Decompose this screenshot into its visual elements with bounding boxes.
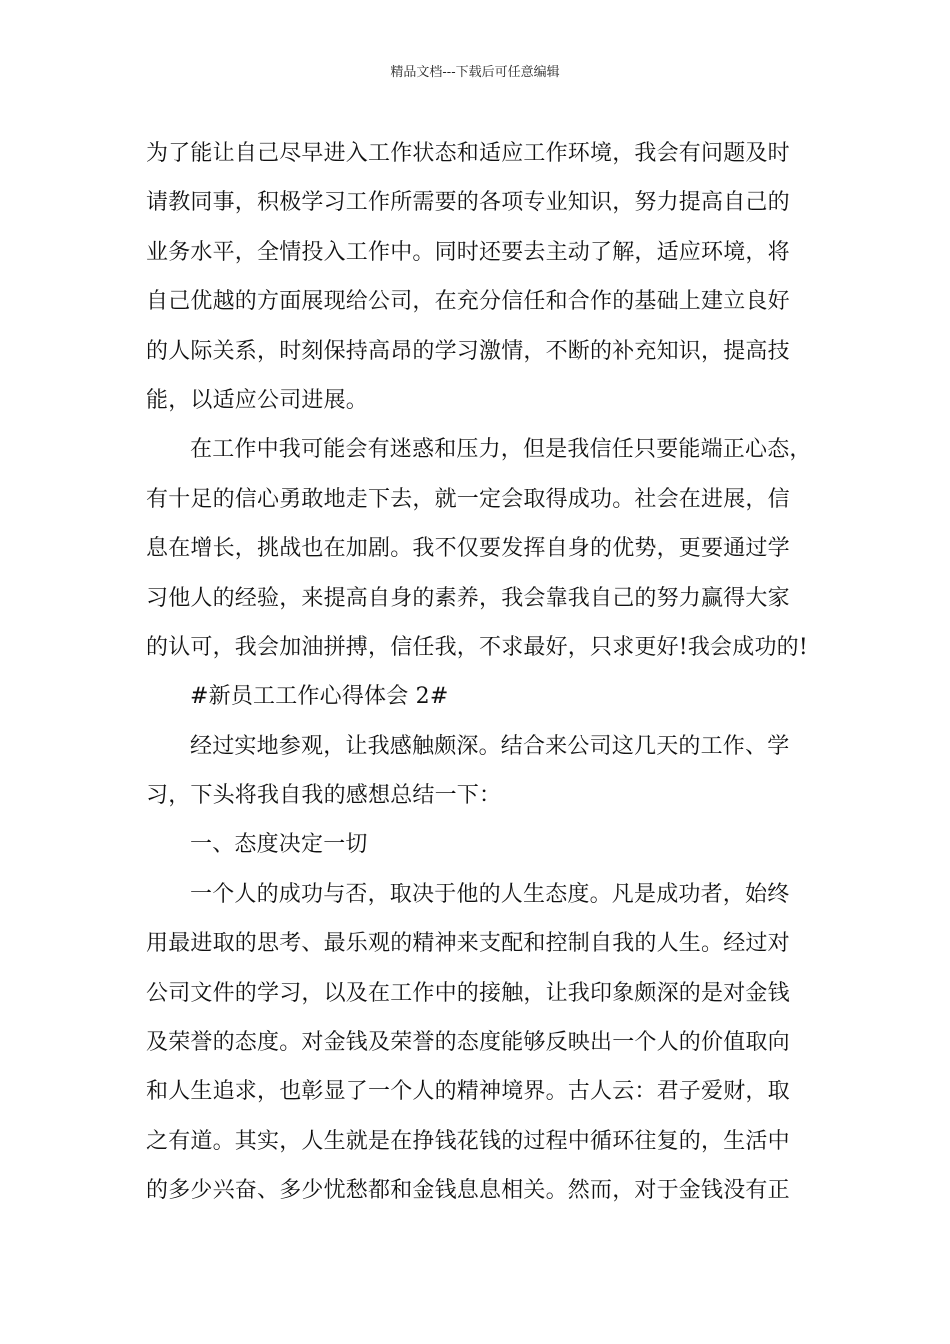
text-line: 一个人的成功与否，取决于他的人生态度。凡是成功者，始终 [190, 881, 790, 907]
text-line: 和人生追求，也彰显了一个人的精神境界。古人云：君子爱财，取 [146, 1079, 790, 1105]
text-line: 的人际关系，时刻保持高昂的学习激情，不断的补充知识，提高技 [146, 338, 790, 364]
text-line: 习他人的经验，来提高自身的素养，我会靠我自己的努力赢得大家 [146, 585, 790, 611]
text-line: 习，下头将我自我的感想总结一下： [146, 783, 502, 809]
text-line: 的多少兴奋、多少忧愁都和金钱息息相关。然而，对于金钱没有正 [146, 1178, 790, 1204]
text-line: 经过实地参观，让我感触颇深。结合来公司这几天的工作、学 [190, 733, 790, 759]
text-line: 自己优越的方面展现给公司，在充分信任和合作的基础上建立良好 [146, 289, 790, 315]
text-line: 请教同事，积极学习工作所需要的各项专业知识，努力提高自己的 [146, 190, 790, 216]
text-line: #新员工工作心得体会 2# [190, 684, 449, 710]
text-line: 及荣誉的态度。对金钱及荣誉的态度能够反映出一个人的价值取向 [146, 1030, 790, 1056]
document-body [146, 129, 816, 1216]
text-line: 有十足的信心勇敢地走下去，就一定会取得成功。社会在进展，信 [146, 486, 790, 512]
text-line: 之有道。其实，人生就是在挣钱花钱的过程中循环往复的，生活中 [146, 1128, 790, 1154]
text-line: 在工作中我可能会有迷惑和压力，但是我信任只要能端正心态， [190, 437, 812, 463]
text-line: 业务水平，全情投入工作中。同时还要去主动了解，适应环境，将 [146, 239, 790, 265]
text-line: 为了能让自己尽早进入工作状态和适应工作环境，我会有问题及时 [146, 141, 790, 166]
text-line: 一、态度决定一切 [190, 832, 368, 858]
page-header: 精品文档---下载后可任意编辑 [390, 65, 560, 80]
text-line: 公司文件的学习，以及在工作中的接触，让我印象颇深的是对金钱 [146, 980, 790, 1006]
text-line: 的认可，我会加油拼搏，信任我，不求最好，只求更好!我会成功的! [146, 634, 808, 660]
text-line: 息在增长，挑战也在加剧。我不仅要发挥自身的优势，更要通过学 [146, 536, 790, 562]
text-line: 能，以适应公司进展。 [146, 387, 369, 413]
text-line: 用最进取的思考、最乐观的精神来支配和控制自我的人生。经过对 [146, 931, 790, 957]
